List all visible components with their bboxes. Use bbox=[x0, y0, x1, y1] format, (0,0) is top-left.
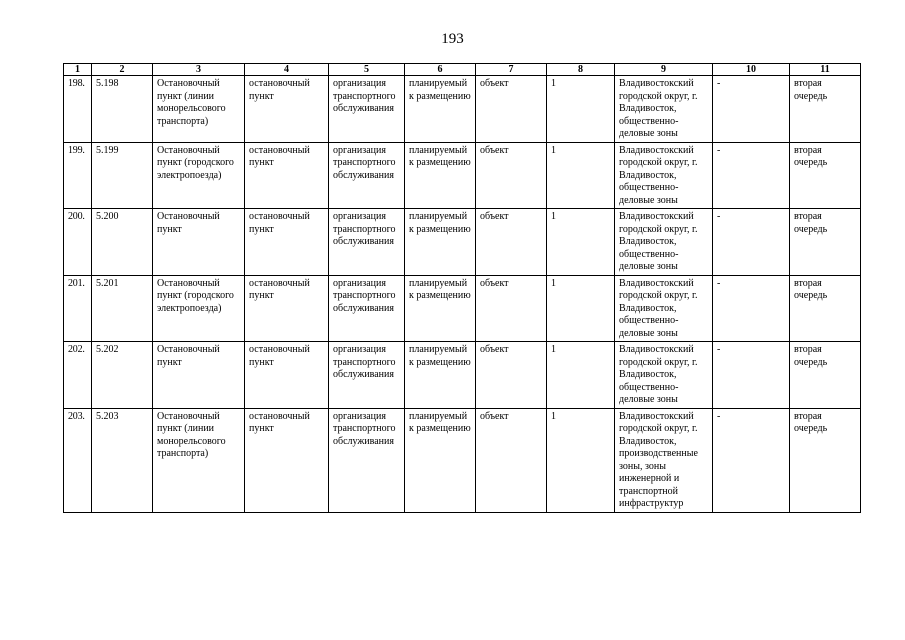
name-cell: Остановочный пункт (линии монорельсового транспорта) bbox=[153, 76, 245, 143]
code-cell: 5.201 bbox=[92, 275, 153, 342]
table-header bbox=[64, 64, 861, 76]
location-cell: Владивостокский городской округ, г. Владивосток, общественно-деловые зоны bbox=[615, 209, 713, 276]
header-row bbox=[64, 64, 861, 76]
purpose-cell: организация транспортного обслуживания bbox=[329, 209, 405, 276]
type-cell: остановочный пункт bbox=[245, 76, 329, 143]
name-cell: Остановочный пункт bbox=[153, 342, 245, 409]
zone-cell: - bbox=[713, 76, 790, 143]
column-header-4: 4 bbox=[245, 64, 329, 76]
type-cell: остановочный пункт bbox=[245, 342, 329, 409]
column-header-8: 8 bbox=[547, 64, 615, 76]
code-cell: 5.199 bbox=[92, 142, 153, 209]
name-cell: Остановочный пункт bbox=[153, 209, 245, 276]
status-cell: планируемый к размещению bbox=[405, 76, 476, 143]
type-cell: остановочный пункт bbox=[245, 209, 329, 276]
type-cell: остановочный пункт bbox=[245, 275, 329, 342]
table-body bbox=[64, 76, 861, 513]
status-cell: планируемый к размещению bbox=[405, 342, 476, 409]
kind-cell: объект bbox=[476, 76, 547, 143]
type-cell: остановочный пункт bbox=[245, 408, 329, 512]
column-header-9: 9 bbox=[615, 64, 713, 76]
purpose-cell: организация транспортного обслуживания bbox=[329, 408, 405, 512]
count-cell: 1 bbox=[547, 76, 615, 143]
column-header-5: 5 bbox=[329, 64, 405, 76]
table-row bbox=[64, 76, 861, 143]
zone-cell: - bbox=[713, 275, 790, 342]
column-header-6: 6 bbox=[405, 64, 476, 76]
row-number-cell: 199. bbox=[64, 142, 92, 209]
stage-cell: вторая очередь bbox=[790, 275, 861, 342]
zone-cell: - bbox=[713, 142, 790, 209]
table-row bbox=[64, 342, 861, 409]
kind-cell: объект bbox=[476, 275, 547, 342]
name-cell: Остановочный пункт (городского электропоезда) bbox=[153, 142, 245, 209]
page-number: 193 bbox=[441, 31, 464, 47]
purpose-cell: организация транспортного обслуживания bbox=[329, 76, 405, 143]
code-cell: 5.202 bbox=[92, 342, 153, 409]
count-cell: 1 bbox=[547, 275, 615, 342]
table-row bbox=[64, 209, 861, 276]
table-row bbox=[64, 408, 861, 512]
purpose-cell: организация транспортного обслуживания bbox=[329, 342, 405, 409]
location-cell: Владивостокский городской округ, г. Владивосток, общественно-деловые зоны bbox=[615, 76, 713, 143]
zone-cell: - bbox=[713, 408, 790, 512]
location-cell: Владивостокский городской округ, г. Владивосток, общественно-деловые зоны bbox=[615, 275, 713, 342]
kind-cell: объект bbox=[476, 342, 547, 409]
stage-cell: вторая очередь bbox=[790, 342, 861, 409]
status-cell: планируемый к размещению bbox=[405, 142, 476, 209]
column-header-10: 10 bbox=[713, 64, 790, 76]
zone-cell: - bbox=[713, 342, 790, 409]
kind-cell: объект bbox=[476, 142, 547, 209]
count-cell: 1 bbox=[547, 142, 615, 209]
status-cell: планируемый к размещению bbox=[405, 408, 476, 512]
column-header-7: 7 bbox=[476, 64, 547, 76]
column-header-2: 2 bbox=[92, 64, 153, 76]
code-cell: 5.200 bbox=[92, 209, 153, 276]
purpose-cell: организация транспортного обслуживания bbox=[329, 142, 405, 209]
count-cell: 1 bbox=[547, 342, 615, 409]
location-cell: Владивостокский городской округ, г. Владивосток, производственные зоны, зоны инженерной и транспортной инфраструктур bbox=[615, 408, 713, 512]
name-cell: Остановочный пункт (линии монорельсового транспорта) bbox=[153, 408, 245, 512]
code-cell: 5.203 bbox=[92, 408, 153, 512]
row-number-cell: 201. bbox=[64, 275, 92, 342]
column-header-11: 11 bbox=[790, 64, 861, 76]
kind-cell: объект bbox=[476, 209, 547, 276]
row-number-cell: 203. bbox=[64, 408, 92, 512]
row-number-cell: 202. bbox=[64, 342, 92, 409]
column-header-3: 3 bbox=[153, 64, 245, 76]
code-cell: 5.198 bbox=[92, 76, 153, 143]
row-number-cell: 198. bbox=[64, 76, 92, 143]
count-cell: 1 bbox=[547, 408, 615, 512]
column-header-1: 1 bbox=[64, 64, 92, 76]
stage-cell: вторая очередь bbox=[790, 76, 861, 143]
location-cell: Владивостокский городской округ, г. Владивосток, общественно-деловые зоны bbox=[615, 142, 713, 209]
table-row bbox=[64, 142, 861, 209]
kind-cell: объект bbox=[476, 408, 547, 512]
row-number-cell: 200. bbox=[64, 209, 92, 276]
purpose-cell: организация транспортного обслуживания bbox=[329, 275, 405, 342]
location-cell: Владивостокский городской округ, г. Владивосток, общественно-деловые зоны bbox=[615, 342, 713, 409]
type-cell: остановочный пункт bbox=[245, 142, 329, 209]
stage-cell: вторая очередь bbox=[790, 142, 861, 209]
name-cell: Остановочный пункт (городского электропоезда) bbox=[153, 275, 245, 342]
table-row bbox=[64, 275, 861, 342]
stage-cell: вторая очередь bbox=[790, 408, 861, 512]
status-cell: планируемый к размещению bbox=[405, 275, 476, 342]
count-cell: 1 bbox=[547, 209, 615, 276]
objects-table bbox=[63, 63, 861, 513]
zone-cell: - bbox=[713, 209, 790, 276]
stage-cell: вторая очередь bbox=[790, 209, 861, 276]
status-cell: планируемый к размещению bbox=[405, 209, 476, 276]
